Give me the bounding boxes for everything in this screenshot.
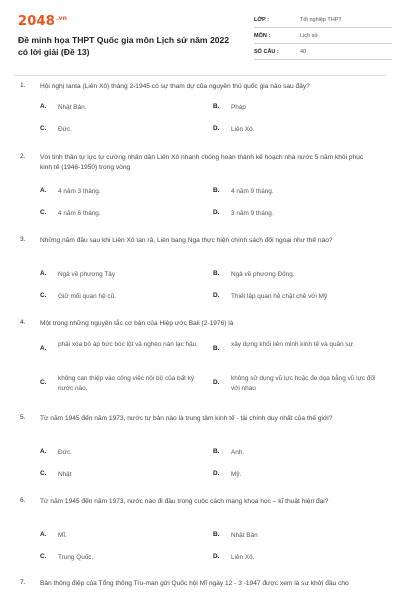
- option-letter: B.: [213, 448, 220, 455]
- option-letter: D.: [213, 553, 220, 560]
- question-text: Với tinh thần tự lực tự cường nhân dân Liên Xô nhanh chóng hoàn thành kế hoạch nhà nước 5 năm khôi phục kinh tế (1946-1950) trong vòng: [40, 154, 364, 172]
- meta-key: SỐ CÂU :: [254, 49, 279, 55]
- question-number: 6.: [20, 497, 26, 504]
- option-text: 3 năm 9 tháng.: [231, 210, 274, 217]
- option-text: xây dựng khối liên minh kinh tế và quân sự.: [231, 341, 355, 348]
- option-text: Trung Quốc.: [58, 554, 94, 561]
- site-logo[interactable]: [18, 14, 67, 29]
- option-text: Mỹ.: [231, 471, 242, 478]
- meta-row-count: [254, 46, 392, 60]
- question-text: Bản thông điệp của Tổng thống Tru-man gửi Quốc hội Mĩ ngày 12 - 3 -1947 được xem là sự khởi đầu cho: [40, 580, 349, 587]
- meta-value: Tốt nghiệp THPT: [300, 17, 342, 23]
- option-text: Đức.: [58, 126, 72, 133]
- meta-key: LỚP :: [254, 17, 269, 23]
- option-letter: B.: [213, 345, 220, 352]
- question-number: 4.: [20, 319, 26, 326]
- question-number: 7.: [20, 579, 26, 586]
- option-letter: C.: [40, 470, 47, 477]
- question-number: 1.: [20, 82, 26, 89]
- option-letter: C.: [40, 292, 47, 299]
- question-2: [20, 153, 380, 217]
- option-letter: D.: [213, 379, 220, 386]
- option-text: Ngả về phương Đông.: [231, 271, 295, 278]
- meta-row-class: [254, 14, 392, 28]
- option-text: Liên Xô.: [231, 554, 255, 561]
- option-text: Nhật Bản.: [58, 104, 87, 111]
- option-text: 4 năm 3 tháng.: [58, 188, 101, 195]
- option-text: Nhật Bản: [231, 532, 258, 539]
- question-4: [20, 319, 380, 399]
- option-letter: B.: [213, 531, 220, 538]
- logo-suffix: .vn: [55, 14, 68, 22]
- option-letter: B.: [213, 187, 220, 194]
- question-text: Những năm đầu sau khi Liên Xô tan rã, Liên bang Nga thực hiện chính sách đối ngoại như thế nào?: [40, 237, 333, 244]
- question-number: 3.: [20, 236, 26, 243]
- option-text: Ngả về phương Tây: [58, 271, 116, 278]
- meta-value: Lịch sử: [300, 33, 319, 39]
- option-letter: D.: [213, 209, 220, 216]
- question-7: [20, 579, 380, 600]
- option-letter: C.: [40, 209, 47, 216]
- question-number: 2.: [20, 153, 26, 160]
- option-text: không sử dụng vũ lực hoặc đe dọa bằng vũ lực đối với nhau: [231, 375, 376, 393]
- meta-row-subject: [254, 30, 392, 44]
- document-header: [18, 14, 388, 68]
- question-1: [20, 82, 380, 134]
- option-letter: B.: [213, 103, 220, 110]
- meta-key: MÔN :: [254, 33, 271, 39]
- option-letter: A.: [40, 531, 47, 538]
- question-text: Một trong những nguyên tắc cơ bản của Hiệp ước Bali (2-1976) là: [40, 320, 234, 327]
- option-text: Thiết lập quan hệ chặt chẽ với Mỹ: [231, 293, 328, 300]
- option-letter: B.: [213, 270, 220, 277]
- option-text: Anh.: [231, 449, 245, 456]
- option-letter: A.: [40, 187, 47, 194]
- option-letter: D.: [213, 470, 220, 477]
- option-letter: C.: [40, 125, 47, 132]
- option-letter: A.: [40, 270, 47, 277]
- option-text: Mĩ.: [58, 532, 67, 539]
- question-text: Từ năm 1945 đến năm 1973, nước nào đi đầu trong cuộc cách mạng khoa học – kĩ thuật hiện đại?: [40, 498, 329, 505]
- option-letter: A.: [40, 345, 47, 352]
- option-text: không can thiệp vào công việc nội bộ của bất kỳ nước nào.: [58, 375, 195, 393]
- document-meta: [254, 14, 392, 62]
- option-letter: A.: [40, 448, 47, 455]
- question-text: Từ năm 1945 đến năm 1973, nước tư bản nào là trung tâm kinh tế - tài chính duy nhất của thế giới?: [40, 415, 333, 422]
- question-text: Hội nghị Ianta (Liên Xô) tháng 2-1945 có sự tham dự của nguyên thủ quốc gia nào sau đây?: [40, 83, 310, 90]
- option-letter: A.: [40, 103, 47, 110]
- option-text: phải xóa bỏ áp bức bóc lột và nghèo nàn lạc hậu.: [58, 341, 199, 348]
- question-3: [20, 236, 380, 300]
- option-letter: D.: [213, 292, 220, 299]
- option-text: Liên Xô.: [231, 126, 255, 133]
- logo-text: 2048: [18, 14, 55, 29]
- meta-value: 40: [300, 49, 307, 55]
- option-text: Pháp: [231, 104, 246, 111]
- question-5: [20, 414, 380, 478]
- option-letter: C.: [40, 553, 47, 560]
- option-text: 4 năm 9 tháng.: [231, 188, 274, 195]
- option-letter: C.: [40, 379, 47, 386]
- option-text: 4 năm 6 tháng.: [58, 210, 101, 217]
- question-number: 5.: [20, 414, 26, 421]
- option-text: Đức.: [58, 449, 72, 456]
- page-title: Đề minh họa THPT Quốc gia môn Lịch sử năm 2022 có lời giải (Đề 13): [18, 35, 230, 57]
- question-6: [20, 497, 380, 561]
- option-text: Nhật: [58, 471, 72, 478]
- option-text: Giữ mối quan hệ cũ.: [58, 293, 116, 300]
- option-letter: D.: [213, 125, 220, 132]
- header-divider: [14, 75, 386, 76]
